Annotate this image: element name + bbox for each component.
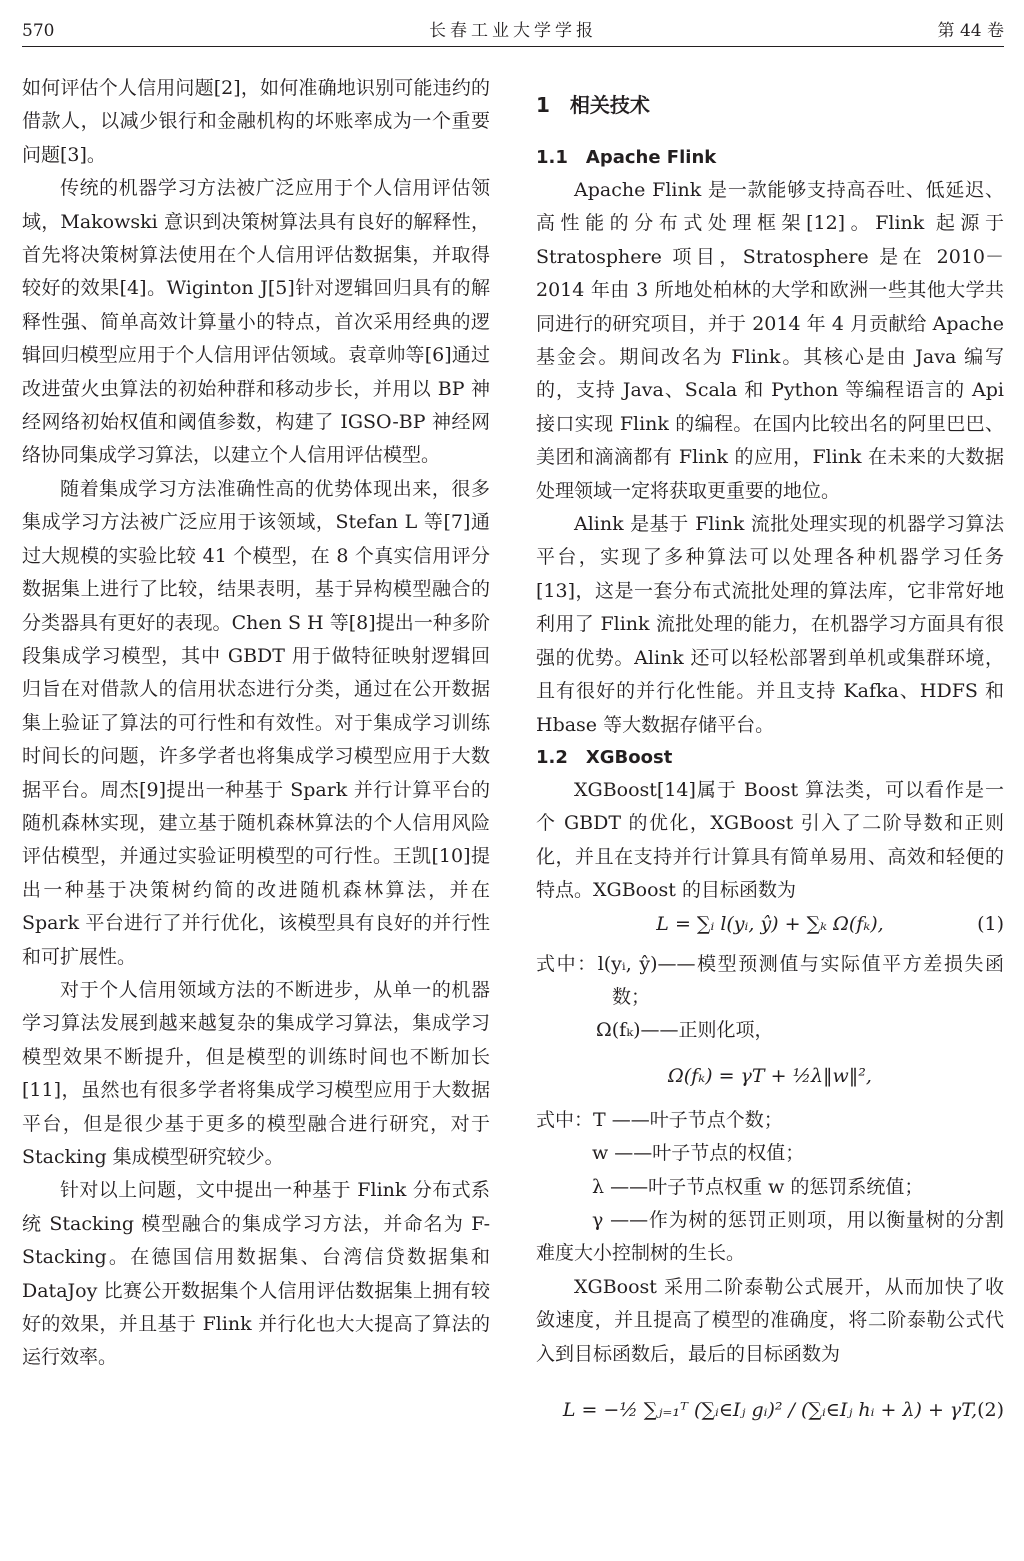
definition: Ω(fₖ)——正则化项， bbox=[596, 1019, 774, 1042]
section-title: 1 相关技术 bbox=[536, 93, 650, 117]
paragraph: 针对以上问题，文中提出一种基于 Flink 分布式系统 Stacking 模型融合的集成学习方法，并命名为 F-Stacking。在德国信用数据集、台湾信贷数据集和 DataJoy 比赛公开数据集个人信用评估数据集上拥有较好的效果，并且基于 Flink 并行化也大大提高了算法的运行效率。 bbox=[22, 1179, 490, 1369]
equation-1-body: L = ∑ᵢ l(yᵢ, ŷ) + ∑ₖ Ω(fₖ), bbox=[656, 912, 884, 935]
page-header bbox=[22, 18, 1004, 47]
volume-label: 第 44 卷 bbox=[937, 21, 1004, 41]
paragraph: 随着集成学习方法准确性高的优势体现出来，很多集成学习方法被广泛应用于该领域，Stefan L 等[7]通过大规模的实验比较 41 个模型，在 8 个真实信用评分数据集上进行了比较，结果表明，基于异构模型融合的分类器具有更好的表现。Chen S H 等[8]提出一种多阶段集成学习模型，其中 GBDT 用于做特征映射逻辑回归旨在对借款人的信用状态进行分类，通过在公开数据集上验证了算法的可行性和有效性。对于集成学习训练时间长的问题，许多学者也将集成学习模型应用于大数据平台。周杰[9]提出一种基于 Spark 并行计算平台的随机森林实现，建立基于随机森林算法的个人信用风险评估模型，并通过实验证明模型的可行性。王凯[10]提出一种基于决策树约简的改进随机森林算法，并在 Spark 平台进行了并行优化，该模型具有良好的并行性和可扩展性。 bbox=[22, 477, 490, 968]
equation-2-number: (2) bbox=[977, 1399, 1004, 1421]
equation-omega bbox=[536, 1048, 1004, 1104]
left-column bbox=[22, 72, 490, 1375]
paragraph: Alink 是基于 Flink 流批处理实现的机器学习算法平台，实现了多种算法可以处理各种机器学习任务[13]，这是一套分布式流批处理的算法库，它非常好地利用了 Flink 流批处理的能力，在机器学习方面具有很强的优势。Alink 还可以轻松部署到单机或集群环境，且有很好的并行化性能。并且支持 Kafka、HDFS 和 Hbase 等大数据存储平台。 bbox=[536, 513, 1004, 736]
definition: w ——叶子节点的权值； bbox=[592, 1142, 805, 1165]
equation-2 bbox=[536, 1371, 1004, 1449]
journal-title: 长春工业大学学报 bbox=[429, 21, 597, 41]
subsection-title: 1.2 XGBoost bbox=[536, 746, 673, 768]
equation-2-body: L = −½ ∑ⱼ₌₁ᵀ (∑ᵢ∈Iⱼ gᵢ)² / (∑ᵢ∈Iⱼ hᵢ + λ) + γT, bbox=[562, 1399, 978, 1421]
equation-1-number: (1) bbox=[977, 912, 1004, 935]
paragraph: 传统的机器学习方法被广泛应用于个人信用评估领域，Makowski 意识到决策树算法具有良好的解释性，首先将决策树算法使用在个人信用评估数据集，并取得较好的效果[4]。Wiginton J[5]针对逻辑回归具有的解释性强、简单高效计算量小的特点，首次采用经典的逻辑回归模型应用于个人信用评估领域。袁章帅等[6]通过改进萤火虫算法的初始种群和移动步长，并用以 BP 神经网络初始权值和阈值参数，构建了 IGSO-BP 神经网络协同集成学习算法，以建立个人信用评估模型。 bbox=[22, 177, 490, 467]
paragraph: XGBoost 采用二阶泰勒公式展开，从而加快了收敛速度，并且提高了模型的准确度，将二阶泰勒公式代入到目标函数后，最后的目标函数为 bbox=[536, 1275, 1004, 1365]
paragraph: 如何评估个人信用问题[2]，如何准确地识别可能违约的借款人，以减少银行和金融机构的坏账率成为一个重要问题[3]。 bbox=[22, 77, 490, 166]
equation-1 bbox=[536, 908, 1004, 948]
equation-omega-body: Ω(fₖ) = γT + ½λ‖w‖², bbox=[668, 1064, 872, 1087]
definition: λ ——叶子节点权重 w 的惩罚系统值； bbox=[592, 1175, 924, 1198]
paragraph: 对于个人信用领域方法的不断进步，从单一的机器学习算法发展到越来越复杂的集成学习算法，集成学习模型效果不断提升，但是模型的训练时间也不断加长[11]，虽然也有很多学者将集成学习模型应用于大数据平台，但是很少基于更多的模型融合进行研究，对于 Stacking 集成模型研究较少。 bbox=[22, 978, 490, 1168]
page-number: 570 bbox=[22, 21, 55, 41]
definition: 式中：l(yᵢ, ŷ)——模型预测值与实际值平方差损失函数； bbox=[536, 952, 1004, 1008]
paragraph: Apache Flink 是一款能够支持高吞吐、低延迟、高性能的分布式处理框架[12]。Flink 起源于 Stratosphere 项目，Stratosphere 是在 2010－2014 年由 3 所地处柏林的大学和欧洲一些其他大学共同进行的研究项目，并于 2014 年 4 月贡献给 Apache 基金会。期间改名为 Flink。其核心是由 Java 编写的，支持 Java、Scala 和 Python 等编程语言的 Api 接口实现 Flink 的编程。在国内比较出名的阿里巴巴、美团和滴滴都有 Flink 的应用，Flink 在未来的大数据处理领域一定将获取更重要的地位。 bbox=[536, 179, 1004, 502]
subsection-title: 1.1 Apache Flink bbox=[536, 147, 717, 168]
right-column bbox=[536, 72, 1004, 1449]
definition: 式中：T ——叶子节点个数； bbox=[536, 1108, 783, 1131]
definition: γ ——作为树的惩罚正则项，用以衡量树的分割难度大小控制树的生长。 bbox=[536, 1208, 1004, 1265]
paragraph: XGBoost[14]属于 Boost 算法类，可以看作是一个 GBDT 的优化，XGBoost 引入了二阶导数和正则化，并且在支持并行计算具有简单易用、高效和轻便的特点。XGBoost 的目标函数为 bbox=[536, 778, 1004, 902]
